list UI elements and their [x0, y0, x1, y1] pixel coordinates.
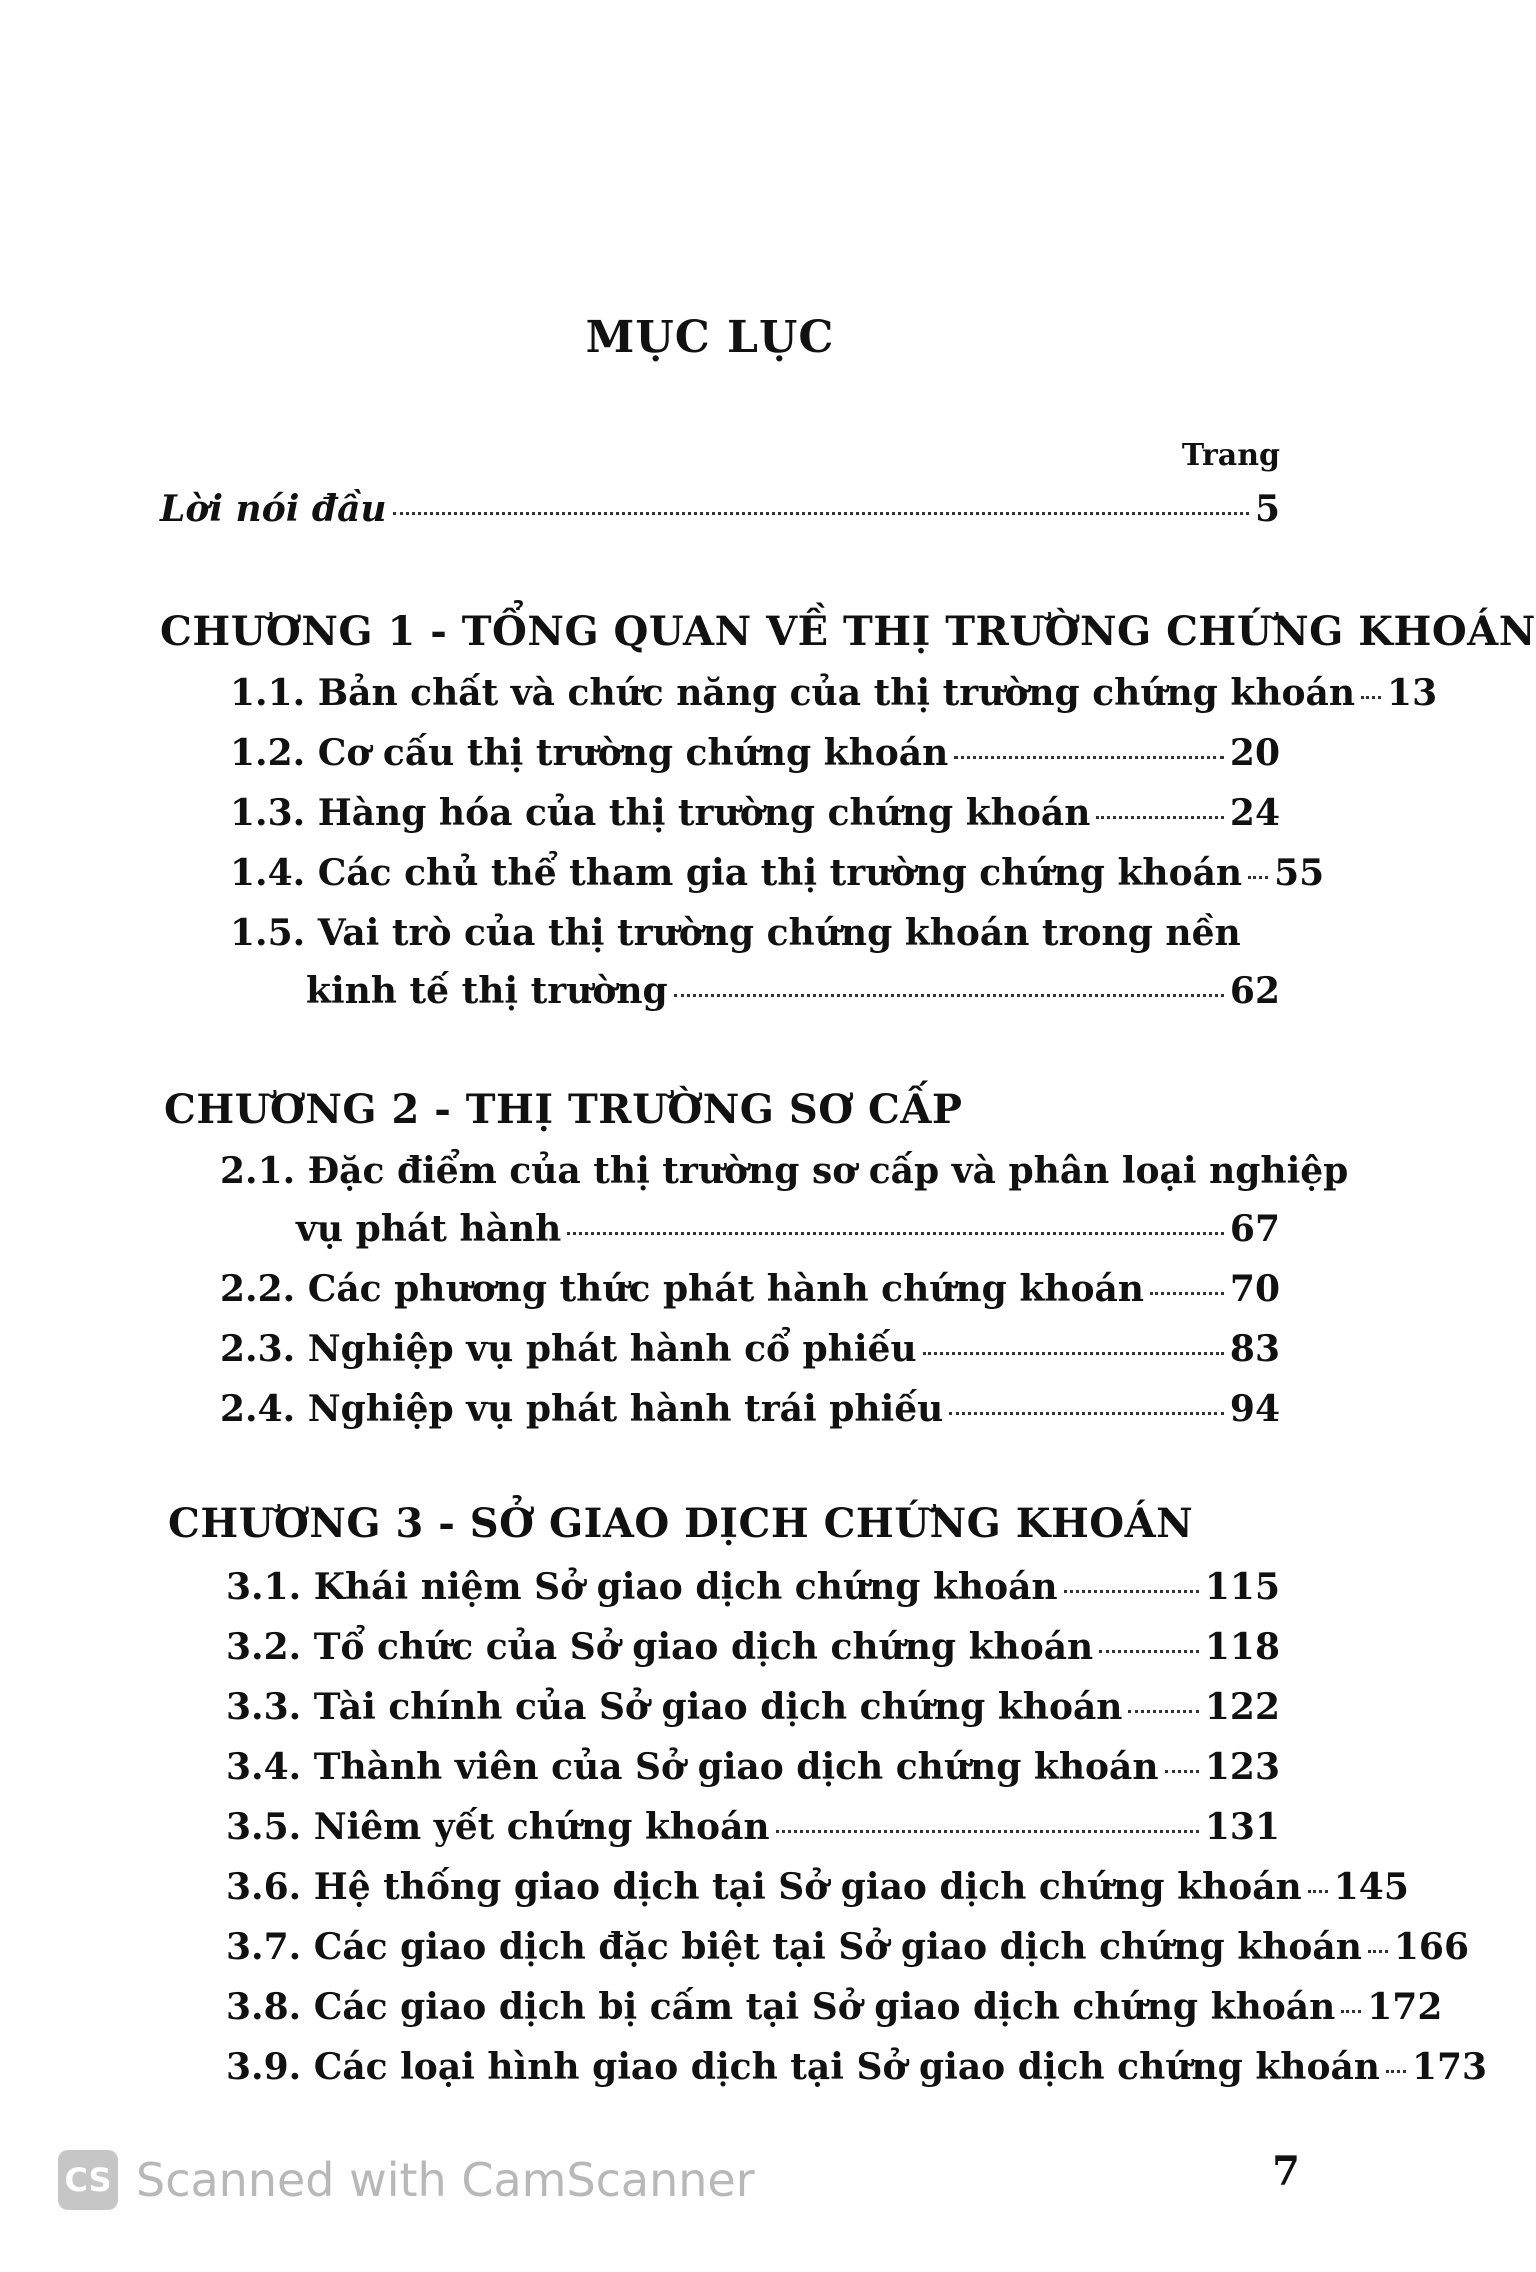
toc-preface-page: 5	[1254, 488, 1280, 530]
camscanner-text: Scanned with CamScanner	[136, 2153, 755, 2207]
toc-item-label: 1.3. Hàng hóa của thị trường chứng khoán	[230, 792, 1091, 834]
toc-item	[226, 1986, 1443, 2028]
toc-item	[226, 1626, 1280, 1668]
toc-item	[306, 970, 1280, 1012]
toc-leader	[393, 512, 1249, 515]
toc-item-label: 3.7. Các giao dịch đặc biệt tại Sở giao dịch chứng khoán	[226, 1926, 1362, 1968]
toc-item-label: 3.6. Hệ thống giao dịch tại Sở giao dịch chứng khoán	[226, 1866, 1302, 1908]
toc-item-page: 118	[1204, 1626, 1280, 1668]
toc-item	[230, 732, 1280, 774]
toc-item	[226, 1686, 1280, 1728]
toc-leader	[1308, 1890, 1328, 1893]
toc-item-label: 1.1. Bản chất và chức năng của thị trường chứng khoán	[230, 672, 1356, 714]
page-column-label: Trang	[1181, 438, 1280, 473]
toc-item	[296, 1208, 1280, 1250]
toc-chapter-1-heading: CHƯƠNG 1 - TỔNG QUAN VỀ THỊ TRƯỜNG CHỨNG KHOÁN	[160, 608, 1536, 655]
toc-chapter-3-heading: CHƯƠNG 3 - SỞ GIAO DỊCH CHỨNG KHOÁN	[168, 1500, 1194, 1547]
toc-leader	[1096, 816, 1224, 819]
toc-item-page: 173	[1411, 2046, 1488, 2088]
toc-preface	[160, 488, 1280, 530]
toc-item-page: 172	[1367, 1986, 1443, 2028]
toc-leader	[567, 1232, 1224, 1235]
toc-item-page: 67	[1229, 1208, 1280, 1250]
toc-item	[220, 1268, 1280, 1310]
toc-item-page: 24	[1229, 792, 1280, 834]
toc-leader	[954, 756, 1224, 759]
toc-leader	[1248, 876, 1268, 879]
toc-item-label: 2.4. Nghiệp vụ phát hành trái phiếu	[220, 1388, 944, 1430]
toc-leader	[923, 1352, 1224, 1355]
toc-item-page: 145	[1333, 1866, 1409, 1908]
toc-leader	[949, 1412, 1224, 1415]
toc-item	[226, 1866, 1409, 1908]
toc-item	[230, 852, 1325, 894]
page-title: MỤC LỤC	[585, 312, 835, 363]
toc-item-page: 122	[1204, 1686, 1280, 1728]
toc-item	[226, 1566, 1280, 1608]
toc-item-label: 2.1. Đặc điểm của thị trường sơ cấp và phân loại nghiệp	[220, 1150, 1349, 1192]
toc-item-page: 55	[1274, 852, 1325, 894]
toc-item-label: 2.3. Nghiệp vụ phát hành cổ phiếu	[220, 1328, 917, 1370]
toc-leader	[1165, 1770, 1199, 1773]
toc-item-page: 131	[1204, 1806, 1280, 1848]
toc-item	[230, 672, 1438, 714]
toc-leader	[1064, 1590, 1199, 1593]
toc-leader	[1361, 696, 1381, 699]
toc-item-label-continuation: kinh tế thị trường	[306, 970, 668, 1012]
toc-item-page: 83	[1229, 1328, 1280, 1370]
toc-item-page: 62	[1229, 970, 1280, 1012]
toc-item-label: 2.2. Các phương thức phát hành chứng khoán	[220, 1268, 1144, 1310]
toc-item-label: 1.5. Vai trò của thị trường chứng khoán trong nền	[230, 912, 1241, 954]
toc-item	[230, 792, 1280, 834]
toc-leader	[674, 994, 1224, 997]
toc-item-page: 94	[1229, 1388, 1280, 1430]
toc-item-label: 3.2. Tổ chức của Sở giao dịch chứng khoán	[226, 1626, 1094, 1668]
toc-item-page: 115	[1204, 1566, 1280, 1608]
toc-item	[220, 1328, 1280, 1370]
show-through-text	[280, 200, 292, 240]
toc-item-label: 1.4. Các chủ thể tham gia thị trường chứng khoán	[230, 852, 1243, 894]
toc-leader	[1368, 1950, 1388, 1953]
toc-item-page: 70	[1229, 1268, 1280, 1310]
toc-item-label: 3.5. Niêm yết chứng khoán	[226, 1806, 770, 1848]
toc-item	[226, 2046, 1488, 2088]
toc-item-label: 3.1. Khái niệm Sở giao dịch chứng khoán	[226, 1566, 1058, 1608]
toc-item-page: 123	[1204, 1746, 1280, 1788]
toc-item-label-continuation: vụ phát hành	[296, 1208, 562, 1250]
toc-leader	[1386, 2070, 1406, 2073]
toc-item-label: 3.3. Tài chính của Sở giao dịch chứng khoán	[226, 1686, 1123, 1728]
toc-leader	[1099, 1650, 1199, 1653]
page-number: 7	[1272, 2148, 1300, 2195]
toc-item-label: 3.9. Các loại hình giao dịch tại Sở giao dịch chứng khoán	[226, 2046, 1380, 2088]
toc-leader	[776, 1830, 1199, 1833]
toc-leader	[1150, 1292, 1224, 1295]
camscanner-logo-icon: CS	[58, 2150, 118, 2210]
toc-leader	[1128, 1710, 1198, 1713]
toc-item	[220, 1388, 1280, 1430]
toc-item-page: 166	[1393, 1926, 1470, 1968]
toc-leader	[1341, 2010, 1361, 2013]
toc-preface-label: Lời nói đầu	[160, 488, 387, 530]
toc-item-label: 3.8. Các giao dịch bị cấm tại Sở giao dịch chứng khoán	[226, 1986, 1336, 2028]
camscanner-watermark	[58, 2150, 755, 2210]
toc-item	[226, 1926, 1470, 1968]
toc-item-label: 3.4. Thành viên của Sở giao dịch chứng khoán	[226, 1746, 1159, 1788]
toc-item	[226, 1806, 1280, 1848]
toc-item	[226, 1746, 1280, 1788]
toc-item-page: 20	[1229, 732, 1280, 774]
toc-item-label: 1.2. Cơ cấu thị trường chứng khoán	[230, 732, 949, 774]
toc-item-page: 13	[1387, 672, 1438, 714]
toc-chapter-2-heading: CHƯƠNG 2 - THỊ TRƯỜNG SƠ CẤP	[164, 1086, 963, 1133]
